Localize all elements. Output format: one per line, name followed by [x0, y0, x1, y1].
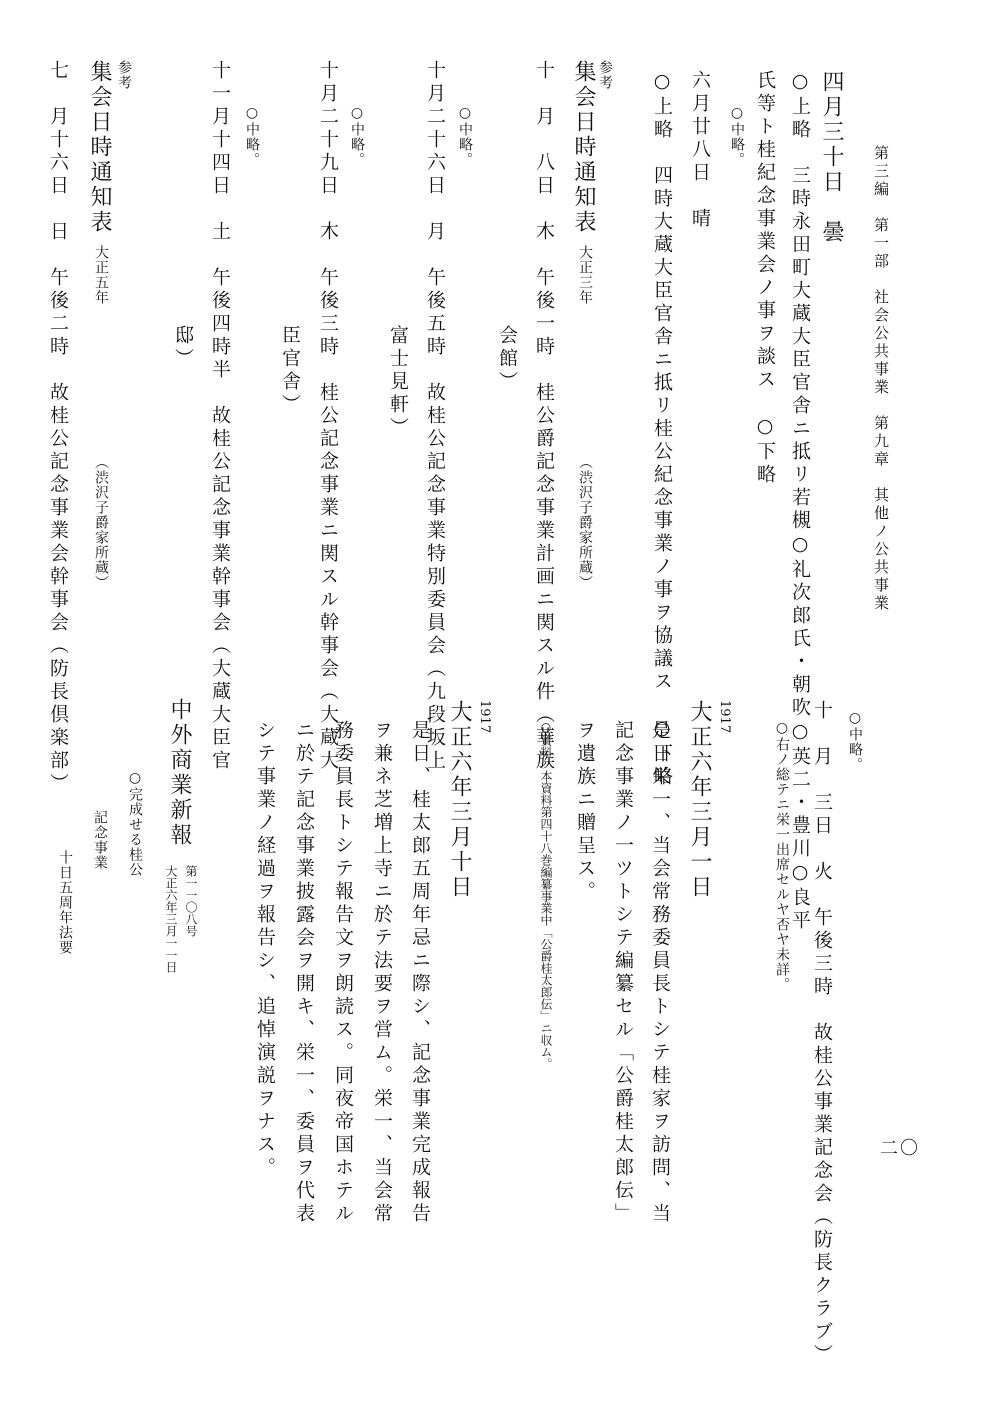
- article-headline: ○完成せる桂公: [127, 770, 143, 877]
- page-number: 二〇: [880, 1138, 920, 1159]
- western-year: 1917: [477, 700, 492, 734]
- omission-note: ○中略。: [847, 710, 863, 772]
- meeting-entry: 十月二十九日 木 午後三時 桂公記念事業ニ関スル幹事会（大蔵大: [317, 60, 339, 773]
- year-note: 大正五年: [93, 245, 109, 305]
- diary-entry: ○上略 三時永田町大蔵大臣官舎ニ抵リ若槻○礼次郎氏・朝吹○英二・豊川○良平: [789, 70, 811, 933]
- entry-date: 大正六年三月十日: [447, 700, 472, 900]
- newspaper-name: 中外商業新報: [167, 698, 192, 848]
- omission-note: ○中略。: [457, 105, 473, 167]
- western-year: 1917: [717, 700, 732, 734]
- entry-text: 記念事業ノ一ツトシテ編纂セル「公爵桂太郎伝」: [612, 720, 634, 1226]
- meeting-entry: 十 月 八日 木 午後一時 桂公爵記念事業計画ニ関スル件（華族: [533, 60, 555, 773]
- entry-text: ヲ遺族ニ贈呈ス。: [574, 720, 596, 904]
- year-note: 大正三年: [577, 245, 593, 305]
- omission-note: ○中略。: [349, 105, 365, 167]
- meeting-entry: 十月二十六日 月 午後五時 故桂公記念事業特別委員会（九段坂上: [424, 60, 446, 773]
- omission-note: ○中略。: [729, 105, 745, 167]
- meeting-entry: 十一月十四日 土 午後四時半 故桂公記念事業幹事会（大蔵大臣官: [209, 60, 231, 773]
- article-headline: 十日五周年法要: [57, 850, 73, 955]
- source-note: （渋沢子爵家所蔵）: [577, 455, 593, 590]
- diary-entry: ○上略 四時大蔵大臣官舎ニ抵リ桂公紀念事業ノ事ヲ協議ス ○下略: [651, 70, 673, 789]
- diary-entry: 氏等ト桂紀念事業会ノ事ヲ談ス ○下略: [754, 70, 776, 487]
- entry-text: ヲ兼ネ芝増上寺ニ於テ法要ヲ営ム。栄一、当会常: [371, 720, 393, 1226]
- running-head: 第三編 第一部 社会公共事業 第九章 其他ノ公共事業: [872, 145, 890, 613]
- entry-text: 務委員長トシテ報告文ヲ朗読ス。同夜帝国ホテル: [332, 720, 354, 1226]
- meeting-entry: 邸）: [172, 325, 194, 371]
- omission-note: ○中略。: [244, 105, 260, 167]
- attendance-note: ○右ノ総テニ栄一出席セルヤ否ヤ未詳。: [774, 720, 790, 992]
- entry-text: 是日栄一、当会常務委員長トシテ桂家ヲ訪問、当: [649, 720, 671, 1226]
- newspaper-date: 大正六年三月一一日: [164, 865, 178, 973]
- source-note: ○資料ハ本資料第四十八巻編纂事業中「公爵桂太郎伝」ニ収ム。: [539, 720, 553, 1070]
- newspaper-issue: 第一一〇八号: [184, 865, 198, 937]
- entry-text: 是日、桂太郎五周年忌ニ際シ、記念事業完成報告: [409, 720, 431, 1226]
- entry-text: ニ於テ記念事業披露会ヲ開キ、栄一、委員ヲ代表: [293, 720, 315, 1226]
- meeting-entry: 富士見軒）: [387, 325, 409, 440]
- entry-text: シテ事業ノ経過ヲ報告シ、追悼演説ヲナス。: [254, 720, 276, 1180]
- reference-label: 参考: [116, 60, 132, 90]
- meeting-entry: 会館）: [496, 325, 518, 394]
- meeting-entry: 十 月 三日 火 午後三時 故桂公事業記念会（防長クラブ）: [811, 700, 833, 1367]
- section-heading: 集会日時通知表: [571, 60, 596, 235]
- section-heading: 集会日時通知表: [87, 60, 112, 235]
- diary-date: 四月三十日 曇: [819, 70, 844, 245]
- reference-label: 参考: [597, 60, 613, 90]
- diary-date: 六月廿八日 晴: [689, 70, 711, 231]
- meeting-entry: 七 月十六日 日 午後二時 故桂公記念事業会幹事会（防長倶楽部）: [47, 60, 69, 796]
- meeting-entry: 臣官舎）: [279, 325, 301, 417]
- article-headline: 記念事業: [92, 810, 108, 870]
- entry-date: 大正六年三月一日: [687, 700, 712, 900]
- source-note: （渋沢子爵家所蔵）: [93, 455, 109, 590]
